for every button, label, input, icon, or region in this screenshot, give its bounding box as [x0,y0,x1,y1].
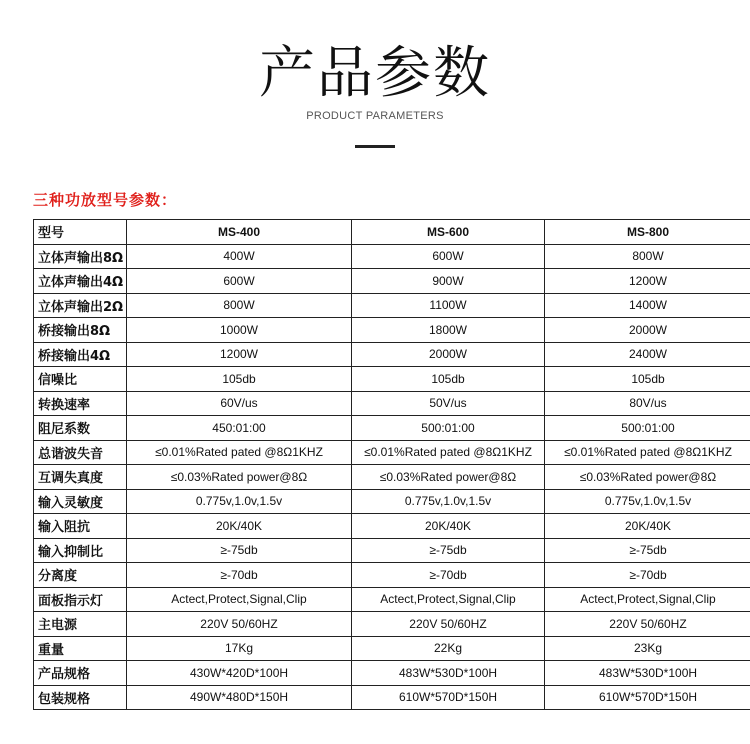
table-row [34,465,750,490]
value-cell: 20K/40K [352,514,545,539]
value-cell: 450:01:00 [127,416,352,441]
table-row [34,318,750,343]
value-cell: ≤0.01%Rated pated @8Ω1KHZ [545,440,750,465]
row-label-cell: 转换速率 [34,391,127,416]
title-divider [355,145,395,148]
table-row [34,293,750,318]
value-cell: 60V/us [127,391,352,416]
value-cell: 20K/40K [545,514,750,539]
table-row [34,612,750,637]
value-cell: Actect,Protect,Signal,Clip [127,587,352,612]
row-label-cell: 桥接输出8Ω [34,318,127,343]
value-cell: ≤0.03%Rated power@8Ω [545,465,750,490]
header-cell-model: MS-800 [545,220,750,245]
row-label-cell: 阻尼系数 [34,416,127,441]
table-row [34,269,750,294]
table-row [34,489,750,514]
table-row [34,538,750,563]
value-cell: 105db [545,367,750,392]
value-cell: 1200W [127,342,352,367]
page-title: 产品参数 [259,41,491,106]
table-row [34,587,750,612]
value-cell: 1400W [545,293,750,318]
row-label-cell: 包装规格 [34,685,127,710]
table-row [34,391,750,416]
table-header-row [34,220,750,245]
row-label-cell: 总谐波失音 [34,440,127,465]
row-label-cell: 输入抑制比 [34,538,127,563]
table-row [34,514,750,539]
parameters-table [33,219,750,710]
value-cell: 23Kg [545,636,750,661]
value-cell: ≤0.01%Rated pated @8Ω1KHZ [352,440,545,465]
value-cell: 0.775v,1.0v,1.5v [545,489,750,514]
value-cell: 220V 50/60HZ [127,612,352,637]
value-cell: 0.775v,1.0v,1.5v [127,489,352,514]
value-cell: 483W*530D*100H [352,661,545,686]
header-cell-model: MS-600 [352,220,545,245]
value-cell: 2000W [352,342,545,367]
table-row [34,244,750,269]
value-cell: 1000W [127,318,352,343]
value-cell: 500:01:00 [352,416,545,441]
table-row [34,342,750,367]
row-label-cell: 面板指示灯 [34,587,127,612]
value-cell: 600W [352,244,545,269]
value-cell: 50V/us [352,391,545,416]
value-cell: 610W*570D*150H [545,685,750,710]
row-label-cell: 输入阻抗 [34,514,127,539]
value-cell: Actect,Protect,Signal,Clip [545,587,750,612]
row-label-cell: 输入灵敏度 [34,489,127,514]
table-row [34,367,750,392]
row-label-cell: 立体声输出2Ω [34,293,127,318]
page-subtitle: PRODUCT PARAMETERS [306,110,444,122]
value-cell: 1200W [545,269,750,294]
value-cell: ≥-75db [127,538,352,563]
value-cell: ≤0.01%Rated pated @8Ω1KHZ [127,440,352,465]
value-cell: 800W [545,244,750,269]
value-cell: ≥-70db [352,563,545,588]
value-cell: 800W [127,293,352,318]
table-row [34,685,750,710]
value-cell: ≥-70db [127,563,352,588]
value-cell: ≤0.03%Rated power@8Ω [352,465,545,490]
value-cell: Actect,Protect,Signal,Clip [352,587,545,612]
value-cell: 400W [127,244,352,269]
value-cell: 80V/us [545,391,750,416]
table-row [34,440,750,465]
value-cell: 220V 50/60HZ [545,612,750,637]
value-cell: 600W [127,269,352,294]
table-row [34,661,750,686]
value-cell: 17Kg [127,636,352,661]
parameters-table-body [34,220,750,710]
value-cell: 2000W [545,318,750,343]
value-cell: 0.775v,1.0v,1.5v [352,489,545,514]
header-cell-label: 型号 [34,220,127,245]
value-cell: 2400W [545,342,750,367]
row-label-cell: 互调失真度 [34,465,127,490]
value-cell: 610W*570D*150H [352,685,545,710]
row-label-cell: 主电源 [34,612,127,637]
value-cell: 1100W [352,293,545,318]
row-label-cell: 立体声输出4Ω [34,269,127,294]
value-cell: ≤0.03%Rated power@8Ω [127,465,352,490]
row-label-cell: 重量 [34,636,127,661]
value-cell: ≥-75db [352,538,545,563]
value-cell: 490W*480D*150H [127,685,352,710]
row-label-cell: 分离度 [34,563,127,588]
value-cell: 1800W [352,318,545,343]
value-cell: 500:01:00 [545,416,750,441]
value-cell: ≥-70db [545,563,750,588]
header-cell-model: MS-400 [127,220,352,245]
row-label-cell: 桥接输出4Ω [34,342,127,367]
value-cell: ≥-75db [545,538,750,563]
row-label-cell: 信噪比 [34,367,127,392]
row-label-cell: 立体声输出8Ω [34,244,127,269]
table-row [34,563,750,588]
value-cell: 900W [352,269,545,294]
value-cell: 483W*530D*100H [545,661,750,686]
table-row [34,636,750,661]
value-cell: 430W*420D*100H [127,661,352,686]
value-cell: 105db [352,367,545,392]
value-cell: 20K/40K [127,514,352,539]
row-label-cell: 产品规格 [34,661,127,686]
section-label: 三种功放型号参数： [33,191,178,209]
value-cell: 105db [127,367,352,392]
value-cell: 22Kg [352,636,545,661]
value-cell: 220V 50/60HZ [352,612,545,637]
table-row [34,416,750,441]
